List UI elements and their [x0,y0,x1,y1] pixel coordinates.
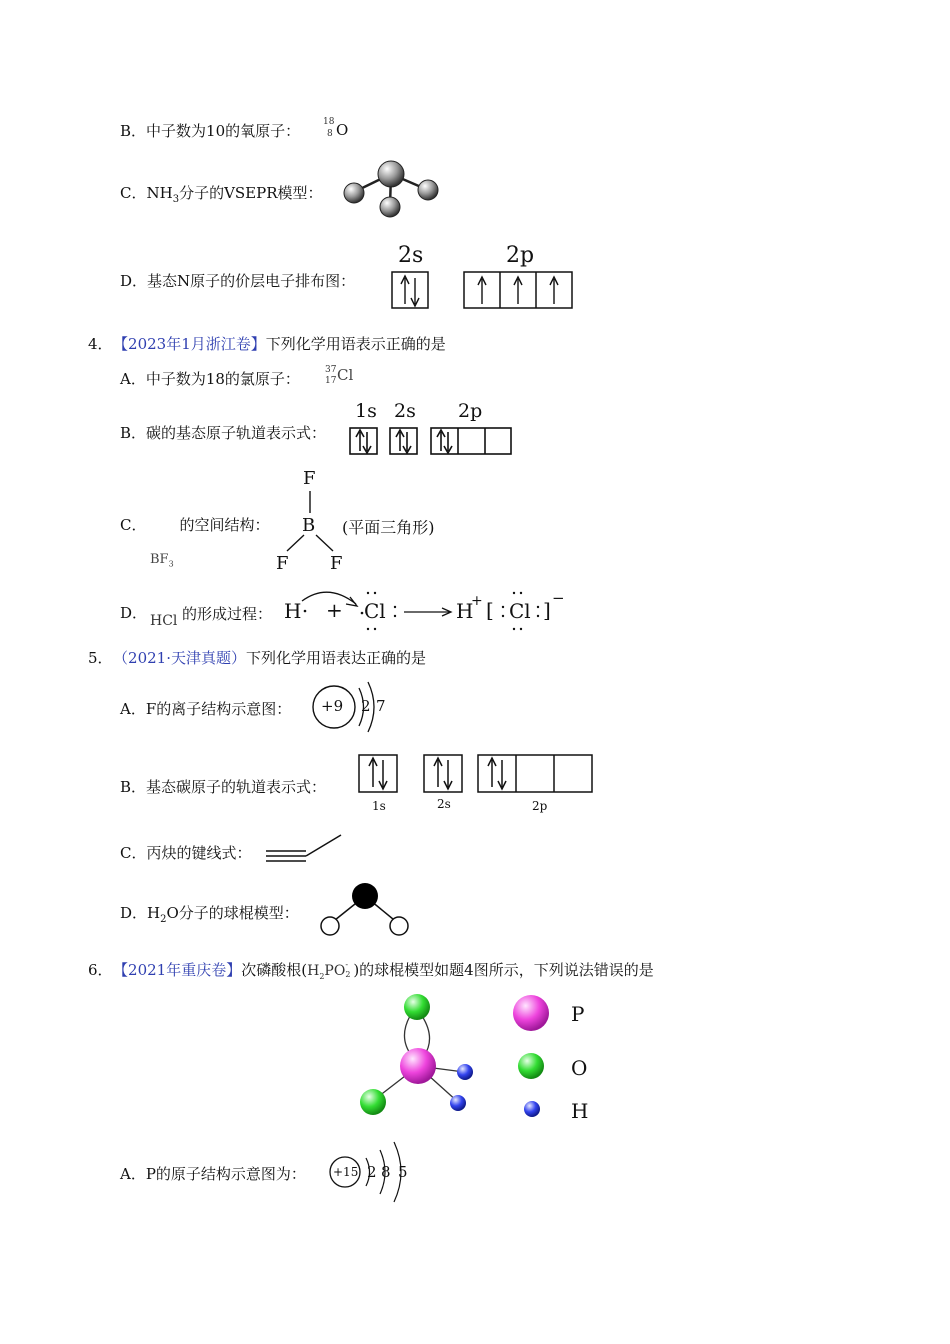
right-bracket: ] [543,598,551,622]
phosphorus-atom [400,1048,436,1084]
formula-subscript: 2 [345,970,351,979]
legend-label-h: H [571,1099,589,1123]
option-letter: B． [120,122,147,140]
question-source: 【2023年1月浙江卷】 [120,335,266,353]
atom-h: H [284,599,302,623]
atom-f: F [276,553,289,574]
electron-count: 5 [398,1163,408,1181]
nuclide-o18 [322,118,362,144]
question-4-stem [88,334,446,354]
hypophosphite-ball-stick-model [352,988,482,1122]
option-text: 分子的VSEPR模型： [179,184,323,202]
mass-number: 37 [325,365,337,375]
orbital-label-1s: 1s [355,400,377,422]
q3-option-b [120,121,300,141]
orbital-label-2p: 2p [458,400,483,422]
question-text: 下列化学用语表达正确的是 [246,649,427,667]
option-text: 的形成过程： [182,605,273,623]
orbital-label-2s: 2s [394,400,416,422]
hydrogen-atom [390,917,408,935]
formula: NH [146,184,173,202]
nucleus-charge: +15 [333,1165,359,1179]
h2o-ball-stick-model [314,878,414,940]
q4-option-b [120,423,326,443]
charge-minus: − [552,589,565,607]
electron-count: 8 [381,1163,391,1181]
formula: H [147,904,161,922]
question-text: 次磷酸根( [241,961,308,979]
hcl-formula: HCl [150,613,178,629]
orbital-box [390,428,417,454]
phosphorus-atom-structure-figure [328,1138,418,1208]
legend-swatch-h [524,1101,540,1117]
electron-count: 7 [376,697,386,715]
electron-count: 2 [361,697,371,715]
atom-cl: Cl [364,599,386,623]
option-letter: C． [120,844,147,862]
hypophosphite-formula [307,960,353,981]
orbital-box [392,272,428,308]
structure-note: (平面三角形) [342,518,435,537]
q5-option-c [120,843,252,863]
orbital-label-2s: 2s [437,797,451,811]
ion-charge: - [345,960,349,969]
option-letter: D． [120,272,148,290]
nuclide-cl37 [322,366,362,392]
option-letter: A． [120,370,146,388]
atomic-number: 17 [325,376,337,386]
option-letter: A． [120,700,146,718]
element-symbol: O [336,121,349,139]
option-text: F的离子结构示意图： [145,700,292,718]
question-6-stem [88,960,654,987]
ion-cl: Cl [509,599,531,623]
charge-plus: + [471,593,483,609]
orbital-label-2p: 2p [506,243,535,268]
q3-option-d [120,271,355,291]
bf3-formula [150,552,174,569]
q4-option-a [120,369,300,389]
n-valence-orbital-diagram [390,270,575,312]
q6-option-a [120,1164,306,1184]
question-number: 5． [88,649,113,667]
option-text: 的空间结构： [179,516,270,534]
q4-option-c [120,515,270,535]
element-symbol: Cl [337,366,354,384]
propyne-skeletal-formula [262,830,346,866]
option-text: 碳的基态原子轨道表示式： [146,424,327,442]
ion-h: H [456,599,474,623]
hydrogen-atom [321,917,339,935]
question-number: 6． [88,961,113,979]
option-text: 基态N原子的价层电子排布图： [147,272,356,290]
option-letter: B． [120,778,147,796]
question-number: 4． [88,335,113,353]
oxygen-atom [352,883,378,909]
atom-legend [508,990,598,1125]
legend-label-p: P [571,1002,585,1026]
question-5-stem [88,648,426,668]
formula: H [307,963,320,979]
q5-option-d [120,903,299,930]
legend-swatch-p [513,995,549,1031]
hydrogen-atom [450,1095,466,1111]
formula-subscript: 2 [160,914,167,925]
carbon-orbital-diagram-b [357,753,597,795]
ligand-atom [380,197,400,217]
option-text: 基态碳原子的轨道表示式： [146,778,327,796]
atom-b: B [302,515,316,536]
bf3-structure-figure [270,468,350,578]
q5-option-b [120,777,326,797]
mass-number: 18 [323,117,335,127]
nucleus-charge: +9 [321,697,344,715]
option-text: 中子数为10的氧原子： [146,122,301,140]
orbital-box [424,755,462,792]
ligand-atom [418,180,438,200]
orbital-box [350,428,377,454]
atom-f: F [330,553,343,574]
option-letter: C． [120,184,147,202]
formula: BF [150,552,169,567]
option-letter: A． [120,1165,146,1183]
nh3-vsepr-model-figure [338,158,444,220]
option-text: P的原子结构示意图为： [145,1165,306,1183]
orbital-box [359,755,397,792]
option-letter: D． [120,904,148,922]
question-source: 【2021年重庆卷】 [120,961,242,979]
orbital-label-2p: 2p [532,799,548,813]
carbon-orbital-diagram-a [348,426,516,458]
q4-option-d [120,603,147,623]
fluoride-ion-structure-figure [310,678,390,738]
option-letter: B． [120,424,147,442]
hydrogen-atom [457,1064,473,1080]
central-atom [378,161,404,187]
option-text: 丙炔的键线式： [146,844,252,862]
formula-subscript: 3 [172,194,180,205]
question-source: （2021·天津真题） [120,649,246,667]
electron-count: 2 [367,1163,377,1181]
ligand-atom [344,183,364,203]
formula-subscript: 2 [319,971,325,981]
formula-subscript: 3 [168,559,174,569]
option-text: 中子数为18的氯原子： [145,370,300,388]
left-bracket: [ [486,598,494,622]
atom-f: F [303,468,316,489]
legend-label-o: O [571,1056,588,1080]
hcl-formation-figure [280,584,570,634]
oxygen-atom [404,994,430,1020]
question-text: 下列化学用语表示正确的是 [265,335,446,353]
question-text: )的球棍模型如题4图所示，下列说法错误的是 [353,961,654,979]
atomic-number: 8 [327,129,333,139]
legend-swatch-o [518,1053,544,1079]
option-letter: D． [120,604,148,622]
formula: PO [324,963,346,979]
q5-option-a [120,699,291,719]
orbital-label-2s: 2s [398,243,424,268]
plus-sign: + [326,598,343,622]
option-text: O分子的球棍模型： [166,904,299,922]
orbital-label-1s: 1s [372,799,386,813]
q3-option-c [120,183,323,210]
option-letter: C． [120,516,147,534]
oxygen-atom [360,1089,386,1115]
orbital-box [478,755,592,792]
